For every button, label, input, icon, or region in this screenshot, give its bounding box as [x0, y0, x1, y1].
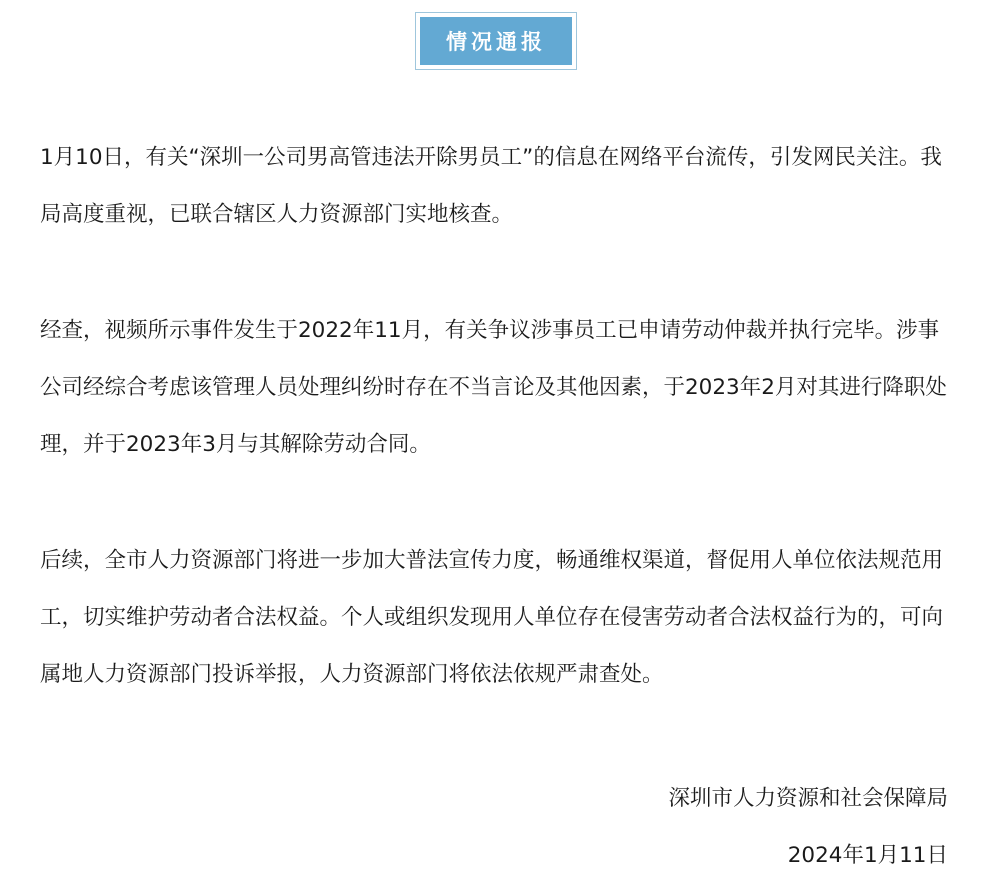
notice-title: 情况通报 [420, 17, 572, 65]
issuer-name: 深圳市人力资源和社会保障局 [668, 786, 948, 811]
title-banner [415, 12, 577, 70]
paragraph-1: 1月10日，有关“深圳一公司男高管违法开除男员工”的信息在网络平台流传，引发网民关注。我局高度重视，已联合辖区人力资源部门实地核查。 [40, 145, 942, 227]
issue-date: 2024年1月11日 [787, 843, 948, 868]
paragraph-3: 后续，全市人力资源部门将进一步加大普法宣传力度，畅通维权渠道，督促用人单位依法规范用工，切实维护劳动者合法权益。个人或组织发现用人单位存在侵害劳动者合法权益行为的，可向属地人力资源部门投诉举报，人力资源部门将依法依规严肃查处。 [40, 548, 944, 687]
paragraph-2: 经查，视频所示事件发生于2022年11月，有关争议涉事员工已申请劳动仲裁并执行完毕。涉事公司经综合考虑该管理人员处理纠纷时存在不当言论及其他因素，于2023年2月对其进行降职处理，并于2023年3月与其解除劳动合同。 [40, 318, 947, 457]
